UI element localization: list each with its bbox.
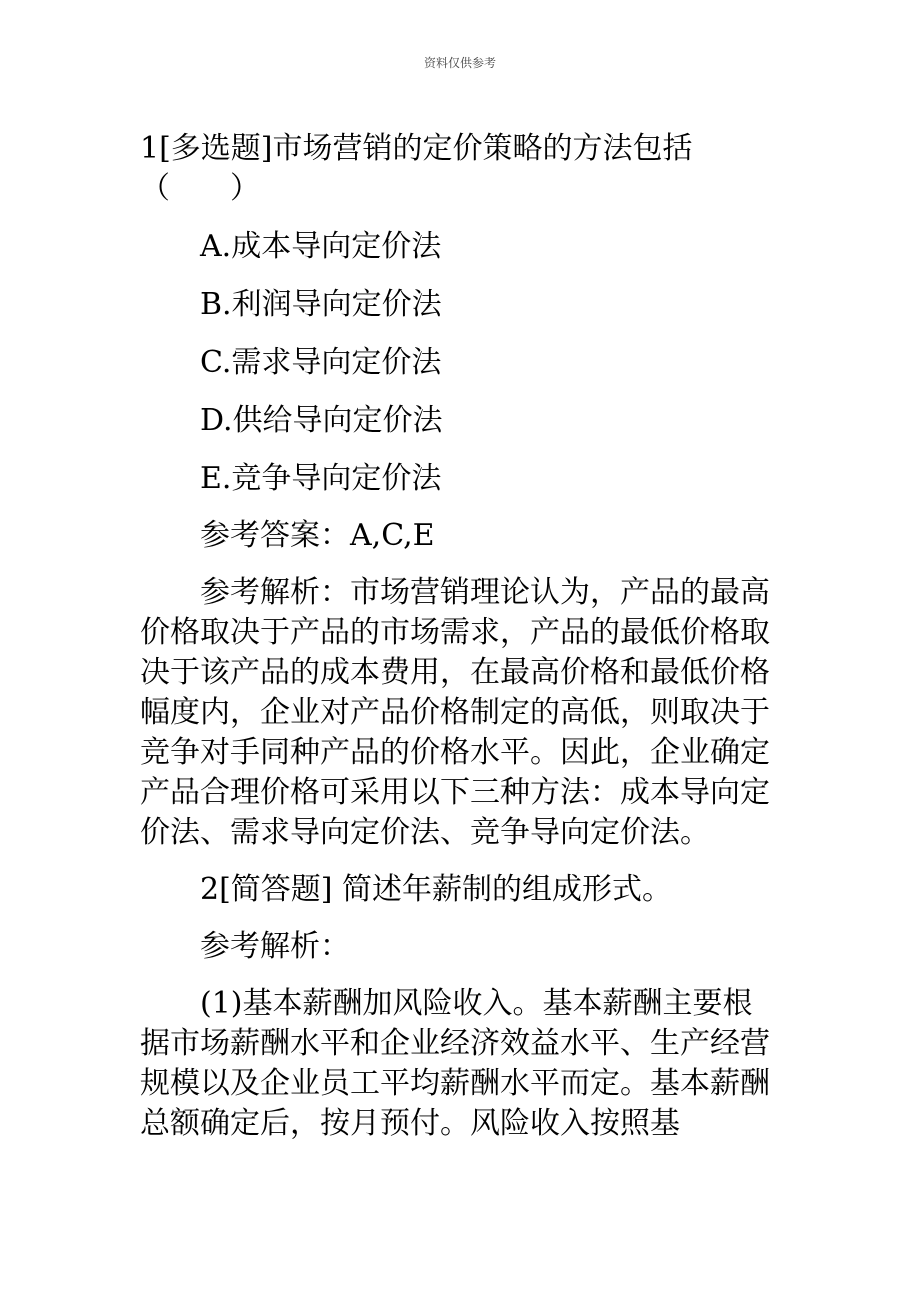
page-header: 资料仅供参考 [423, 56, 496, 70]
question-1-options [140, 227, 780, 499]
question-1-answer: 参考答案：A,C,E [200, 518, 435, 553]
question-1-analysis: 参考解析：市场营销理论认为，产品的最高价格取决于产品的市场需求，产品的最低价格取决于该产品的成本费用，在最高价格和最低价格幅度内，企业对产品价格制定的高低，则取决于竞争对手同种产品的价格水平。因此，企业确定产品合理价格可采用以下三种方法：成本导向定价法、需求导向定价法、竞争导向定价法。 [140, 575, 770, 850]
question-2-title: 2[简答题] 简述年薪制的组成形式。 [200, 872, 673, 907]
option-c: C.需求导向定价法 [200, 345, 442, 380]
option-d: D.供给导向定价法 [200, 403, 443, 438]
question-2-analysis-label: 参考解析： [200, 929, 350, 964]
document-body [140, 129, 780, 1144]
option-b: B.利润导向定价法 [200, 287, 442, 322]
option-e: E.竞争导向定价法 [200, 461, 442, 496]
question-2-point-1: (1)基本薪酬加风险收入。基本薪酬主要根据市场薪酬水平和企业经济效益水平、生产经营规模以及企业员工平均薪酬水平而定。基本薪酬总额确定后，按月预付。风险收入按照基 [140, 986, 770, 1141]
question-1-title: 1[多选题]市场营销的定价策略的方法包括（ ） [140, 131, 693, 206]
option-a: A.成本导向定价法 [200, 229, 442, 264]
